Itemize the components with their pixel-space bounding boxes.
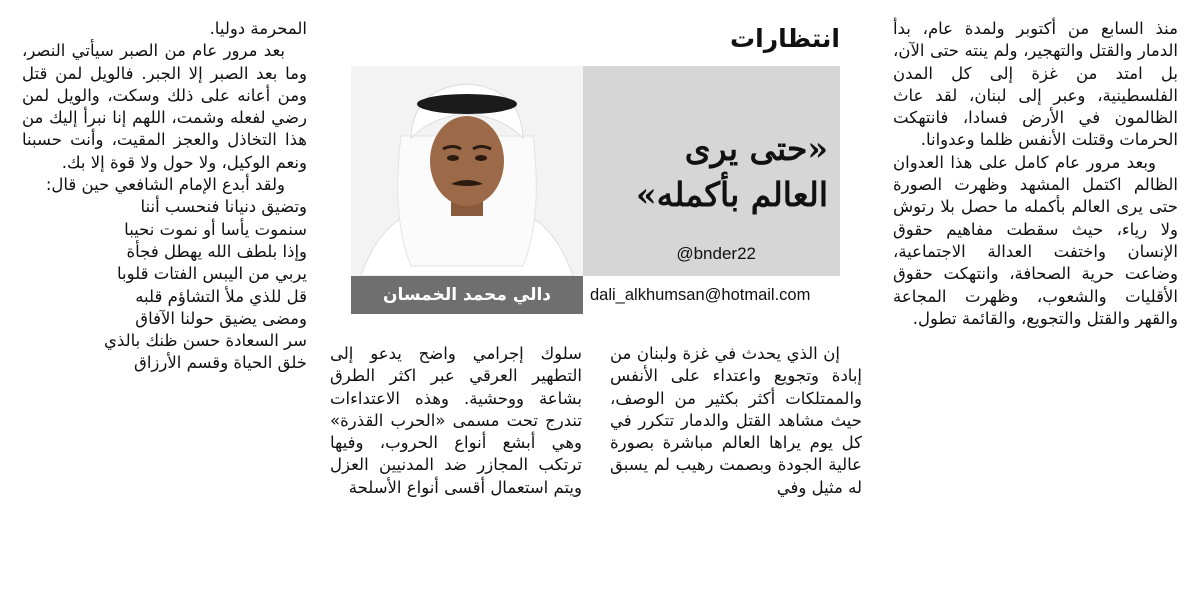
poem-line: ومضى يضيق حولنا الآفاق bbox=[135, 308, 307, 328]
poem-line: سر السعادة حسن ظنك بالذي bbox=[104, 331, 307, 351]
headline bbox=[588, 126, 828, 218]
poem-line: قل للذي ملأ التشاؤم قلبه bbox=[135, 286, 307, 306]
paragraph: سلوك إجرامي واضح يدعو إلى التطهير العرقي عبر اكثر الطرق بشاعة ووحشية. وهذه الاعتداءات تندرج تحت مسمى «الحرب القذرة» وهي أبشع أنواع الحروب، وفيها ترتكب المجازر ضد المدنيين العزل ويتم استعمال أقسى أنواع الأسلحة bbox=[330, 344, 582, 497]
author-portrait-image bbox=[351, 66, 583, 276]
poem bbox=[22, 196, 307, 374]
poem-line: وإذا بلطف الله يهطل فجأة bbox=[126, 241, 307, 261]
paragraph: بعد مرور عام من الصبر سيأتي النصر، وما بعد الصبر إلا الجبر. فالويل لمن قتل ومن أعانه على ذلك وسكت، والويل لمن رضي لفعله وشمت، اللهم إنا نبرأ إليك من هذا التخاذل والعجز المقيت، وأنت حسبنا ونعم الوكيل، ولا حول ولا قوة إلا بك. bbox=[22, 41, 307, 172]
twitter-handle[interactable]: @bnder22 bbox=[676, 244, 756, 263]
poem-line: وتضيق دنيانا فنحسب أننا bbox=[140, 197, 307, 217]
headline-line: «حتى يرى bbox=[684, 129, 828, 168]
article-column-right bbox=[893, 18, 1178, 330]
paragraph: وبعد مرور عام كامل على هذا العدوان الظالم اكتمل المشهد وظهرت الصورة حتى يرى العالم بأكمله ما حصل بلا رتوش ولا رياء، حيث سقطت مفاهيم حقوق الإنسان واختفت العدالة الاجتماعية، وضاعت حرية الصحافة، وانتهكت حقوق الأقليات والشعوب، وظهرت المجاعة والقهر والقتل والتجويع، والقائمة تطول. bbox=[893, 152, 1178, 328]
article-column-left bbox=[22, 18, 307, 375]
paragraph: إن الذي يحدث في غزة ولبنان من إبادة وتجويع واعتداء على الأنفس والممتلكات أكثر بكثير من الوصف، حيث مشاهد القتل والدمار تتكرر في كل يوم يراها العالم مباشرة بصورة عالية الجودة وبصمت رهيب لم يسبق له مثيل وفي bbox=[610, 344, 862, 497]
article-column-mid-right bbox=[610, 343, 862, 499]
poem-line: يربي من اليبس الفتات قلوبا bbox=[116, 264, 307, 284]
section-label: انتظارات bbox=[730, 24, 840, 53]
author-email-link[interactable]: dali_alkhumsan@hotmail.com bbox=[590, 286, 811, 304]
paragraph: المحرمة دوليا. bbox=[209, 19, 307, 38]
headline-line: العالم بأكمله» bbox=[636, 175, 828, 214]
author-name-bar: دالي محمد الخمسان bbox=[351, 276, 583, 314]
paragraph: منذ السابع من أكتوبر ولمدة عام، بدأ الدمار والقتل والتهجير، ولم ينته حتى الآن، بل امتد من غزة إلى كل المدن الفلسطينية، وعبر إلى لبنان، لقد عاث الظالمون في الأرض فسادا، فانتهكت الحرمات وقتلت الأنفس ظلما وعدوانا. bbox=[893, 19, 1178, 150]
poem-line: سنموت يأسا أو نموت نحيبا bbox=[124, 219, 307, 239]
article-column-mid-left bbox=[330, 343, 582, 499]
paragraph: ولقد أبدع الإمام الشافعي حين قال: bbox=[45, 175, 285, 195]
headline-box bbox=[582, 66, 840, 276]
author-photo bbox=[351, 66, 583, 276]
poem-line: خلق الحياة وقسم الأرزاق bbox=[134, 353, 307, 373]
